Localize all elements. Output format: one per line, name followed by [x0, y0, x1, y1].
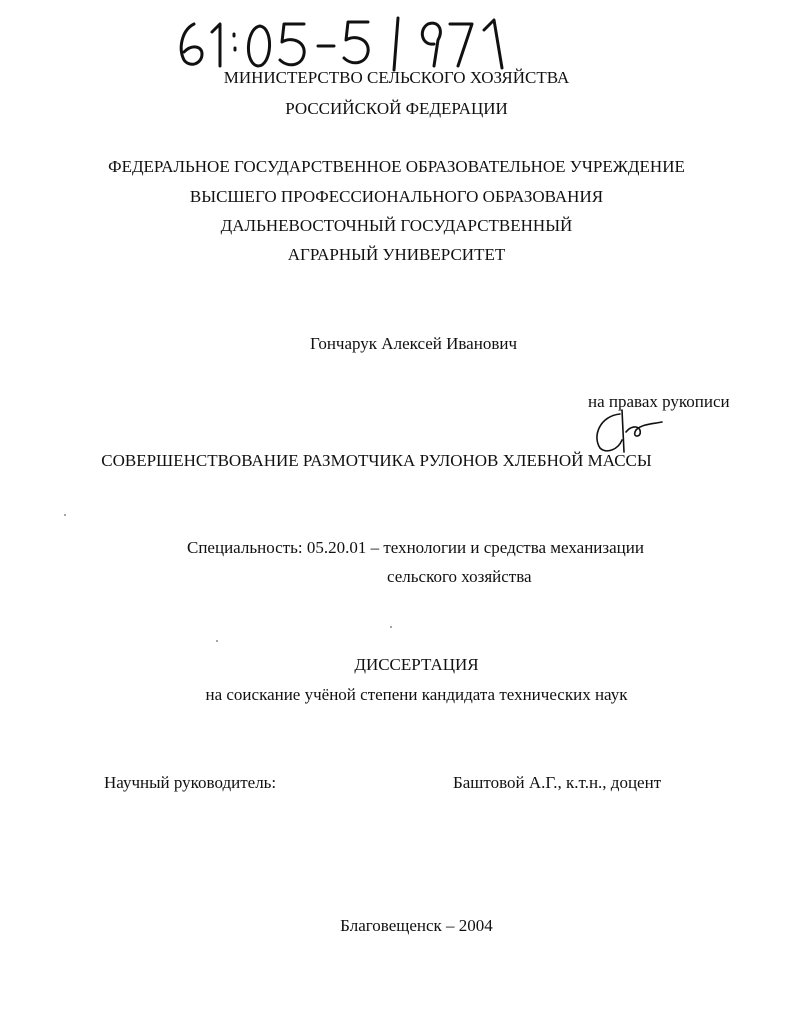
place-and-year: Благовещенск – 2004	[340, 916, 493, 935]
degree-line: на соискание учёной степени кандидата технических наук	[205, 685, 628, 704]
supervisor-name: Баштовой А.Г., к.т.н., доцент	[453, 773, 662, 792]
ministry-line-1: МИНИСТЕРСТВО СЕЛЬСКОГО ХОЗЯЙСТВА	[223, 68, 570, 87]
scan-speck	[390, 626, 392, 628]
specialty-line-2: сельского хозяйства	[387, 567, 532, 586]
institution-line-2: ВЫСШЕГО ПРОФЕССИОНАЛЬНОГО ОБРАЗОВАНИЯ	[189, 187, 604, 206]
document-type: ДИССЕРТАЦИЯ	[354, 655, 479, 674]
specialty-line-1: Специальность: 05.20.01 – технологии и средства механизации	[187, 538, 644, 557]
scan-speck	[216, 640, 218, 642]
manuscript-note: на правах рукописи	[588, 392, 730, 411]
handwritten-registration-number	[172, 14, 532, 72]
scan-speck	[64, 514, 66, 516]
institution-line-4: АГРАРНЫЙ УНИВЕРСИТЕТ	[287, 245, 506, 264]
institution-line-3: ДАЛЬНЕВОСТОЧНЫЙ ГОСУДАРСТВЕННЫЙ	[220, 216, 573, 235]
supervisor-label: Научный руководитель:	[104, 773, 277, 792]
author-name: Гончарук Алексей Иванович	[310, 334, 517, 353]
institution-line-1: ФЕДЕРАЛЬНОЕ ГОСУДАРСТВЕННОЕ ОБРАЗОВАТЕЛЬНОЕ УЧРЕЖДЕНИЕ	[108, 157, 685, 176]
signature	[590, 406, 670, 456]
ministry-line-2: РОССИЙСКОЙ ФЕДЕРАЦИИ	[285, 99, 508, 118]
dissertation-title: СОВЕРШЕНСТВОВАНИЕ РАЗМОТЧИКА РУЛОНОВ ХЛЕБНОЙ МАССЫ	[101, 451, 652, 470]
